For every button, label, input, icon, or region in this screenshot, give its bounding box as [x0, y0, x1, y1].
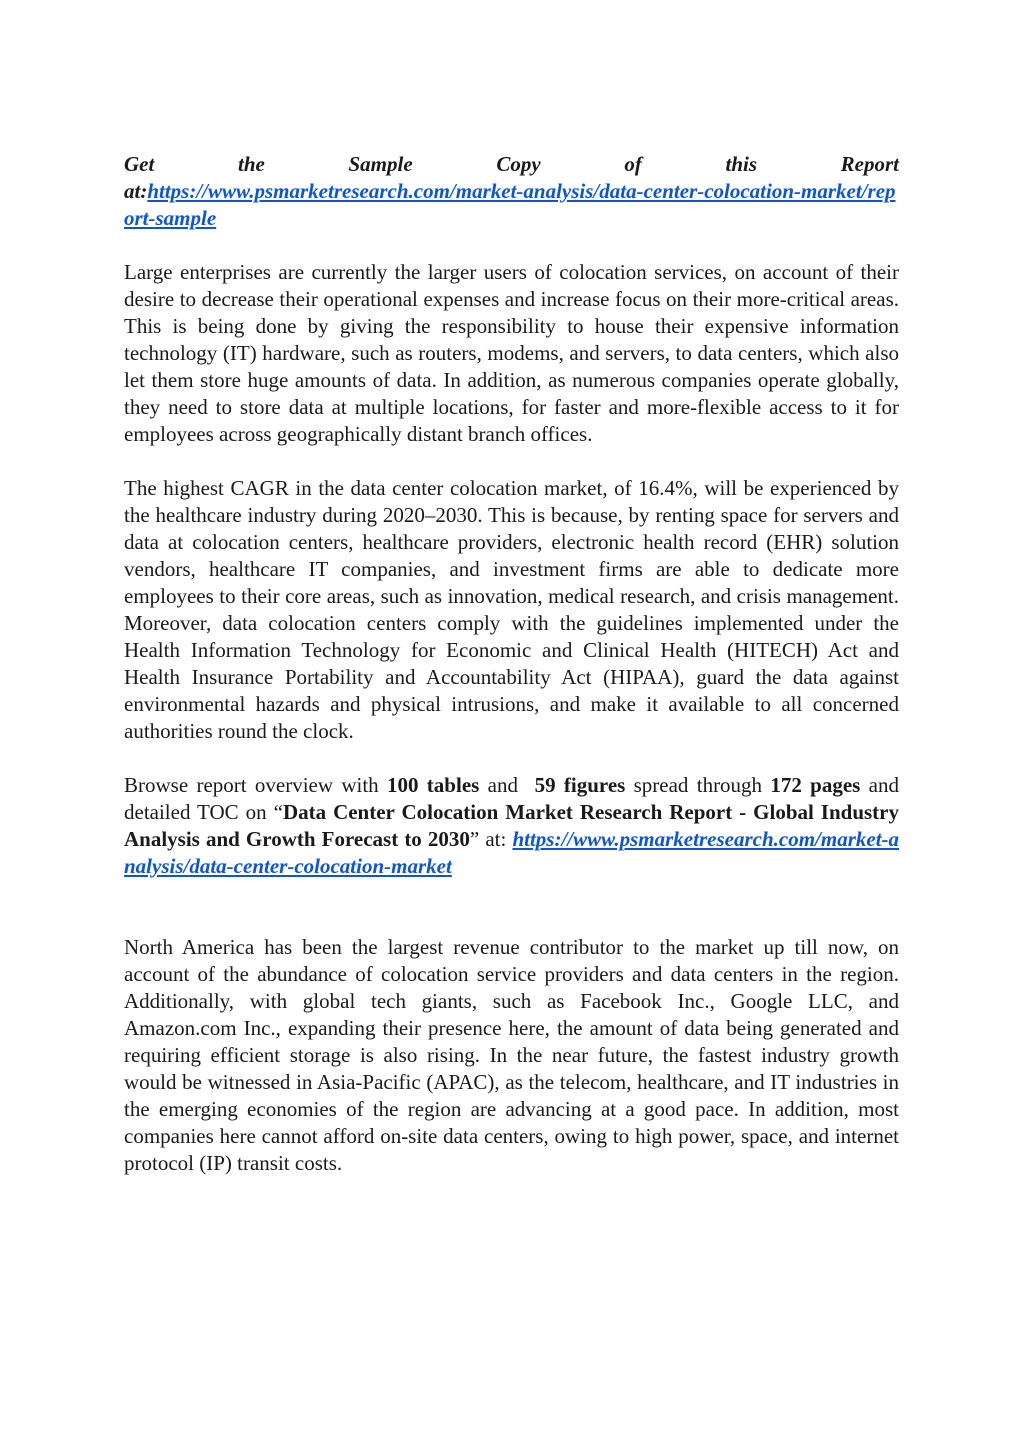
- paragraph-browse: [124, 772, 899, 880]
- sample-lead: Get the Sample Copy of this Report: [124, 152, 899, 176]
- browse-figures: 59 figures: [534, 773, 626, 797]
- browse-text-4: and detailed TOC on “: [124, 773, 899, 824]
- paragraph-north-america: North America has been the largest revenue contributor to the market up till now, on account of the abundance of colocation service providers and data centers in the region. Additionally, with global tech giants, such as Facebook Inc., Google LLC, and Amazon.com Inc., expanding their presence here, the amount of data being generated and requiring efficient storage is also rising. In the near future, the fastest industry growth would be witnessed in Asia-Pacific (APAC), as the telecom, healthcare, and IT industries in the emerging economies of the region are advancing at a good pace. In addition, most companies here cannot afford on-site data centers, owing to high power, space, and internet protocol (IP) transit costs.: [124, 935, 899, 1175]
- browse-pages: 172 pages: [770, 773, 861, 797]
- browse-tables: 100 tables: [387, 773, 480, 797]
- browse-text-5: ” at:: [469, 827, 507, 851]
- sample-report-link[interactable]: https://www.psmarketresearch.com/market-analysis/data-center-colocation-market/report-sample: [124, 179, 896, 230]
- browse-text-2: and: [479, 773, 535, 797]
- browse-report-link[interactable]: https://www.psmarketresearch.com/market-analysis/data-center-colocation-market: [124, 827, 900, 878]
- browse-text-1: Browse report overview with: [124, 773, 387, 797]
- sample-request: [124, 151, 899, 232]
- browse-report-title: Data Center Colocation Market Research Report - Global Industry Analysis and Growth Forecast to 2030: [124, 800, 899, 851]
- paragraph-healthcare: The highest CAGR in the data center colocation market, of 16.4%, will be experienced by the healthcare industry during 2020–2030. This is because, by renting space for servers and data at colocation centers, healthcare providers, electronic health record (EHR) solution vendors, healthcare IT companies, and investment firms are able to dedicate more employees to their core areas, such as innovation, medical research, and crisis management. Moreover, data colocation centers comply with the guidelines implemented under the Health Information Technology for Economic and Clinical Health (HITECH) Act and Health Insurance Portability and Accountability Act (HIPAA), guard the data against environmental hazards and physical intrusions, and make it available to all concerned authorities round the clock.: [124, 476, 899, 743]
- browse-text-3: spread through: [625, 773, 771, 797]
- sample-at: at:: [124, 179, 148, 203]
- document-page: [124, 151, 899, 1177]
- paragraph-enterprises: Large enterprises are currently the larger users of colocation services, on account of their desire to decrease their operational expenses and increase focus on their more-critical areas. This is being done by giving the responsibility to house their expensive information technology (IT) hardware, such as routers, modems, and servers, to data centers, which also let them store huge amounts of data. In addition, as numerous companies operate globally, they need to store data at multiple locations, for faster and more-flexible access to it for employees across geographically distant branch offices.: [124, 260, 899, 446]
